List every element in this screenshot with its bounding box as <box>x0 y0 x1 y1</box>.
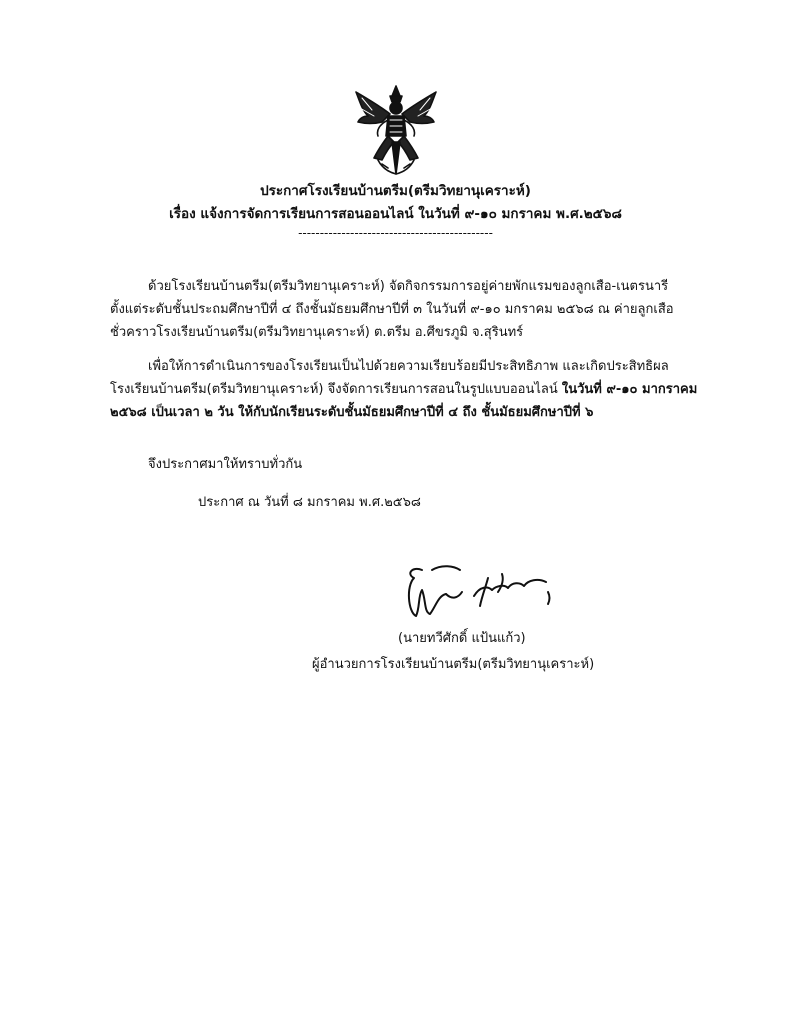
paragraph-line: เพื่อให้การดำเนินการของโรงเรียนเป็นไปด้วยความเรียบร้อยมีประสิทธิภาพ และเกิดประสิทธิผล <box>148 359 669 374</box>
paragraph-closing <box>110 453 690 476</box>
paragraph-emphasis: ในวันที่ ๙-๑๐ มากราคม <box>561 382 698 397</box>
paragraph-emphasis-line: ๒๕๖๘ เป็นเวลา ๒ วัน ให้กับนักเรียนระดับชั้นมัธยมศึกษาปีที่ ๔ ถึง ชั้นมัธยมศึกษาปีที่ ๖ <box>110 405 594 420</box>
paragraph-line: ตั้งแต่ระดับชั้นประถมศึกษาปีที่ ๔ ถึงชั้นมัธยมศึกษาปีที่ ๓ ในวันที่ ๙-๑๐ มกราคม ๒๕๖๘ ณ ค่ายลูกเสือ <box>110 302 674 317</box>
closing-text: จึงประกาศมาให้ทราบทั่วกัน <box>148 457 303 472</box>
signer-name: (นายทวีศักดิ์ แป้นแก้ว) <box>398 631 526 646</box>
paragraph-text: โรงเรียนบ้านตรีม(ตรีมวิทยานุเคราะห์) จึงจัดการเรียนการสอนในรูปแบบออนไลน์ <box>110 382 562 397</box>
announcement-date <box>198 491 778 514</box>
date-text: ประกาศ ณ วันที่ ๘ มกราคม พ.ศ.๒๕๖๘ <box>198 495 421 510</box>
garuda-emblem-icon <box>352 84 440 176</box>
title-divider: --------------------------------------------- <box>298 226 493 240</box>
paragraph-arrangement <box>110 355 698 424</box>
paragraph-line <box>110 378 698 401</box>
paragraph-line: ชั่วคราวโรงเรียนบ้านตรีม(ตรีมวิทยานุเคราะห์) ต.ตรีม อ.ศีขรภูมิ จ.สุรินทร์ <box>110 325 524 340</box>
signer-position: ผู้อำนวยการโรงเรียนบ้านตรีม(ตรีมวิทยานุเคราะห์) <box>312 657 595 672</box>
handwritten-signature <box>402 556 562 622</box>
paragraph-background <box>110 275 690 344</box>
paragraph-line: ด้วยโรงเรียนบ้านตรีม(ตรีมวิทยานุเคราะห์) จัดกิจกรรมการอยู่ค่ายพักแรมของลูกเสือ-เนตรนารี <box>148 279 669 294</box>
announcement-title: ประกาศโรงเรียนบ้านตรีม(ตรีมวิทยานุเคราะห์) <box>260 183 531 199</box>
announcement-subject: เรื่อง แจ้งการจัดการเรียนการสอนออนไลน์ ในวันที่ ๙-๑๐ มกราคม พ.ศ.๒๕๖๘ <box>169 206 622 222</box>
